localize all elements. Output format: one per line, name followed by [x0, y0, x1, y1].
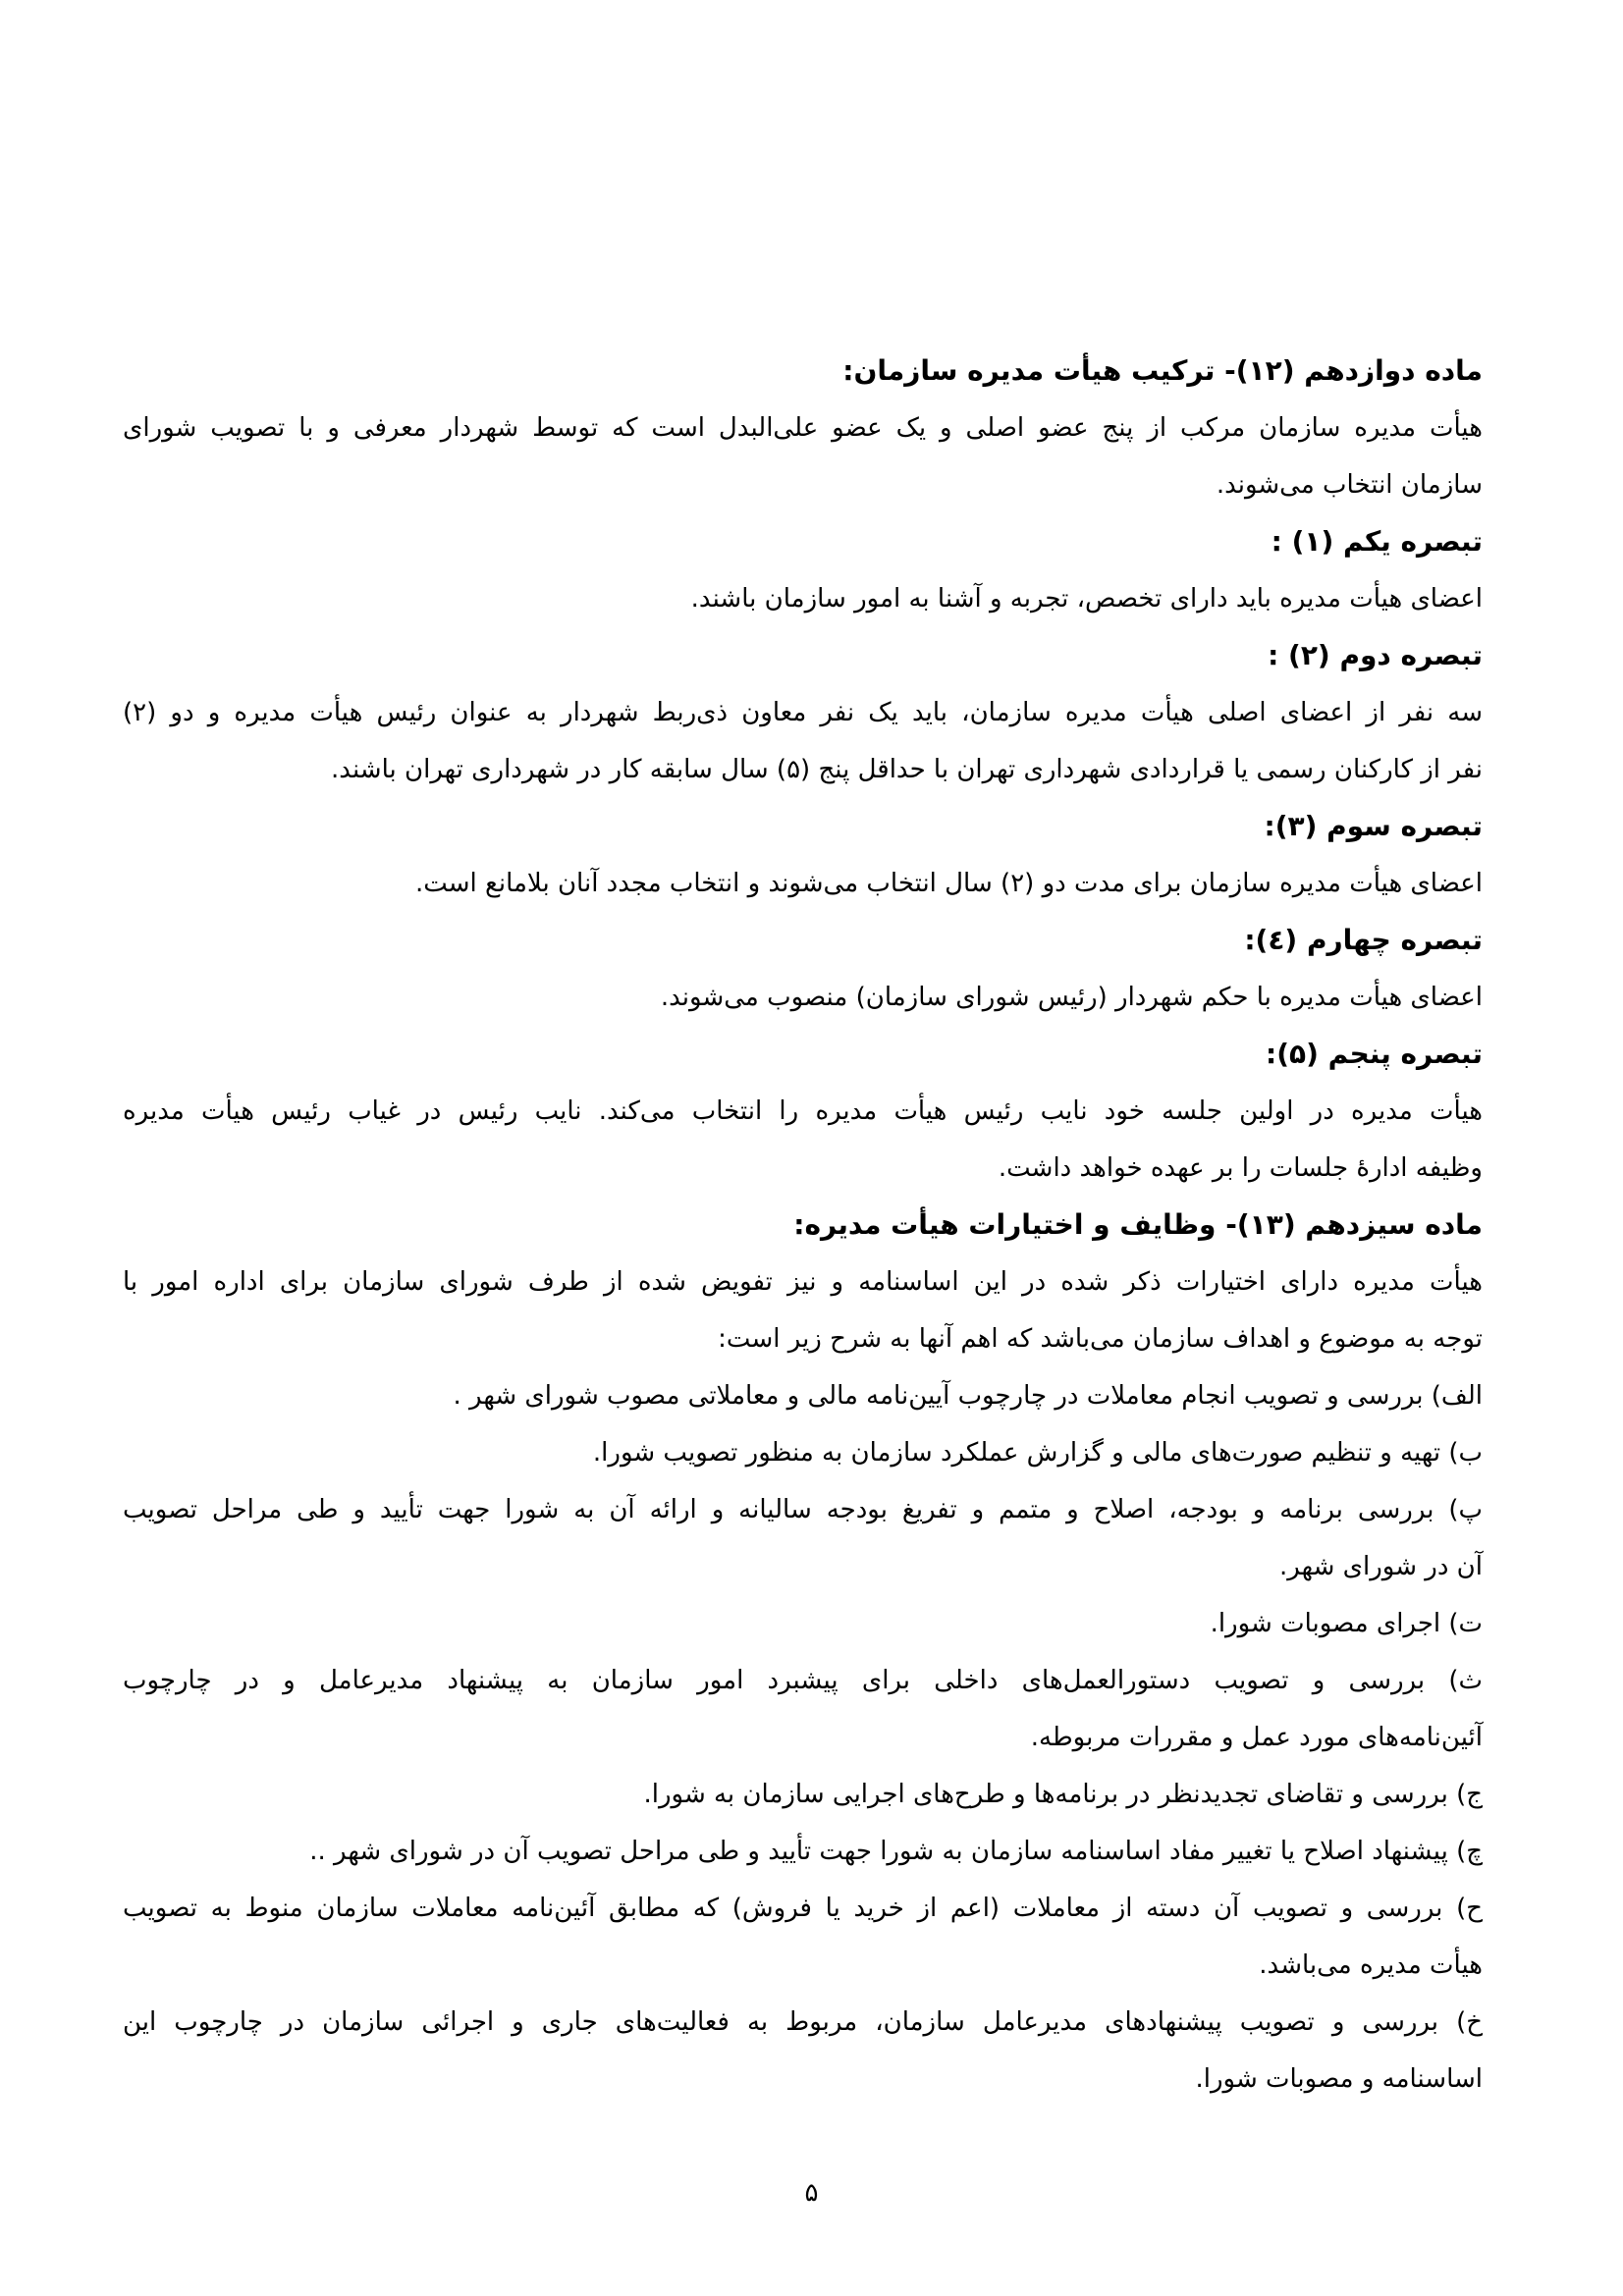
body-text-line: آئین‌نامه‌های مورد عمل و مقررات مربوطه. — [1030, 1723, 1483, 1752]
document-body — [123, 343, 1483, 2108]
body-text-line: هیأت مدیره سازمان مرکب از پنج عضو اصلی و یک عضو علی‌البدل است که توسط شهردار معرفی و با تصویب شورای — [123, 413, 1483, 443]
body-text-line: اعضای هیأت مدیره سازمان برای مدت دو (۲) سال انتخاب می‌شوند و انتخاب مجدد آنان بلامانع است. — [414, 869, 1483, 898]
body-text-line: سازمان انتخاب می‌شوند. — [1216, 470, 1483, 500]
section-heading: ماده دوازدهم (۱۲)- ترکیب هیأت مدیره سازمان: — [842, 354, 1483, 387]
body-text-line: خ) بررسی و تصویب پیشنهادهای مدیرعامل سازمان، مربوط به فعالیت‌های جاری و اجرائی سازمان در چارچوب این — [123, 2007, 1483, 2037]
body-text-line: پ) بررسی برنامه و بودجه، اصلاح و متمم و تفریغ بودجه سالیانه و ارائه آن به شورا جهت تأیید و طی مراحل تصویب — [123, 1495, 1483, 1524]
body-text-line: هیأت مدیره در اولین جلسه خود نایب رئیس هیأت مدیره را انتخاب می‌کند. نایب رئیس در غیاب رئیس هیأت مدیره — [123, 1096, 1483, 1126]
body-text-line: هیأت مدیره می‌باشد. — [1259, 1950, 1483, 1980]
section-heading: تبصره چهارم (٤): — [1244, 924, 1483, 956]
section-heading: تبصره پنجم (۵): — [1266, 1038, 1483, 1070]
body-text-line: ج) بررسی و تقاضای تجدیدنظر در برنامه‌ها و طرح‌های اجرایی سازمان به شورا. — [643, 1780, 1483, 1809]
body-text-line: الف) بررسی و تصویب انجام معاملات در چارچوب آیین‌نامه مالی و معاملاتی مصوب شورای شهر . — [453, 1381, 1483, 1411]
body-text-line: چ) پیشنهاد اصلاح یا تغییر مفاد اساسنامه سازمان به شورا جهت تأیید و طی مراحل تصویب آن در شورای شهر .. — [309, 1837, 1483, 1866]
body-text-line: اعضای هیأت مدیره با حکم شهردار (رئیس شورای سازمان) منصوب می‌شوند. — [660, 983, 1483, 1012]
section-heading: تبصره سوم (۳): — [1264, 810, 1483, 842]
body-text-line: ت) اجرای مصوبات شورا. — [1210, 1609, 1483, 1638]
body-text-line: توجه به موضوع و اهداف سازمان می‌باشد که اهم آنها به شرح زیر است: — [718, 1324, 1483, 1354]
body-text-line: ث) بررسی و تصویب دستورالعمل‌های داخلی برای پیشبرد امور سازمان به پیشنهاد مدیرعامل و در چارچوب — [123, 1666, 1483, 1695]
body-text-line: ب) تهیه و تنظیم صورت‌های مالی و گزارش عملکرد سازمان به منظور تصویب شورا. — [592, 1438, 1483, 1468]
body-text-line: هیأت مدیره دارای اختیارات ذکر شده در این اساسنامه و نیز تفویض شده از طرف شورای سازمان برای اداره امور با — [123, 1267, 1483, 1297]
section-heading: ماده سیزدهم (۱۳)- وظایف و اختیارات هیأت مدیره: — [793, 1208, 1483, 1241]
body-text-line: اعضای هیأت مدیره باید دارای تخصص، تجربه و آشنا به امور سازمان باشند. — [690, 584, 1483, 614]
page-number: ۵ — [804, 2178, 819, 2208]
section-heading: تبصره دوم (۲) : — [1268, 639, 1483, 671]
body-text-line: نفر از کارکنان رسمی یا قراردادی شهرداری تهران با حداقل پنج (۵) سال سابقه کار در شهرداری تهران باشند. — [331, 755, 1483, 784]
section-heading: تبصره یکم (۱) : — [1271, 525, 1483, 558]
body-text-line: سه نفر از اعضای اصلی هیأت مدیره سازمان، باید یک نفر معاون ذی‌ربط شهردار به عنوان رئیس هیأت مدیره و دو (۲) — [123, 698, 1483, 727]
body-text-line: ح) بررسی و تصویب آن دسته از معاملات (اعم از خرید یا فروش) که مطابق آئین‌نامه معاملات سازمان منوط به تصویب — [123, 1894, 1483, 1923]
body-text-line: آن در شورای شهر. — [1279, 1552, 1483, 1581]
body-text-line: اساسنامه و مصوبات شورا. — [1195, 2064, 1483, 2094]
body-text-line: وظیفه ادارۀ جلسات را بر عهده خواهد داشت. — [998, 1153, 1483, 1183]
